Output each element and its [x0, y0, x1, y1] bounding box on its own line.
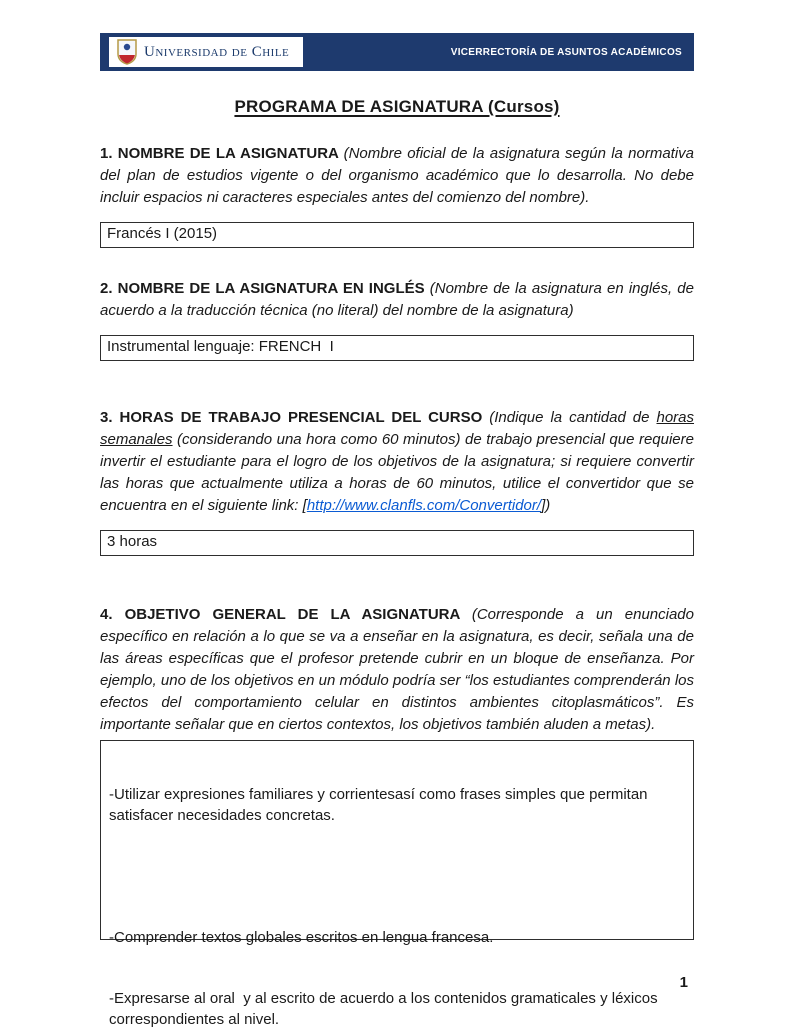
- section-1-answer: Francés I (2015): [107, 225, 218, 242]
- university-crest-icon: [117, 39, 137, 65]
- section-2-answer: Instrumental lenguaje: FRENCH I: [107, 338, 334, 355]
- section-4-answer-box: [100, 740, 694, 1028]
- university-logo: [109, 37, 303, 67]
- title-row: [100, 97, 694, 117]
- section-4-answer-line-1: -Utilizar expresiones familiares y corrientesasí como frases simples que permitan satisfacer necesidades concretas.: [109, 786, 652, 824]
- page-title: PROGRAMA DE ASIGNATURA (Cursos): [234, 97, 560, 116]
- section-3-description-pre: (Indique la cantidad de: [489, 409, 657, 426]
- section-4-heading: [100, 604, 694, 736]
- section-3-label: 3. HORAS DE TRABAJO PRESENCIAL DEL CURSO: [100, 409, 490, 426]
- section-3-underlined-term: horas semanales: [100, 409, 695, 448]
- section-2-description: (Nombre de la asignatura en inglés, de acuerdo a la traducción técnica (no literal) del nombre de la asignatura): [100, 280, 694, 319]
- section-3-heading: [100, 407, 694, 517]
- section-3-description-post: ]): [541, 497, 551, 514]
- section-1: [100, 143, 694, 248]
- section-3-answer-box: [100, 530, 694, 556]
- section-4-answer-line-3: -Expresarse al oral y al escrito de acuerdo a los contenidos gramaticales y léxicos correspondientes al nivel.: [109, 990, 662, 1028]
- converter-link[interactable]: http://www.clanfls.com/Convertidor/: [306, 497, 542, 514]
- section-2-heading: [100, 278, 694, 322]
- section-2: [100, 278, 694, 361]
- section-3-description-mid: (considerando una hora como 60 minutos) de trabajo presencial que requiere invertir el estudiante para el logro de los objetivos de la asignatura; si requiere convertir las horas que actualmente utiliza a horas de 60 minutos, utilice el convertidor que se encuentra en el siguiente link: [: [100, 431, 694, 514]
- section-1-answer-box: [100, 222, 694, 248]
- section-1-heading: [100, 143, 694, 209]
- section-1-description: (Nombre oficial de la asignatura según la normativa del plan de estudios vigente o del organismo académico que lo desarrolla. No debe incluir espacios ni caracteres especiales antes del comienzo del nombre).: [100, 145, 695, 206]
- section-4: [100, 604, 694, 1028]
- section-3-answer: 3 horas: [107, 533, 158, 550]
- answer-blank-line: [109, 866, 685, 887]
- section-4-description: (Corresponde a un enunciado específico en relación a lo que se va a enseñar en la asignatura, es decir, señala una de las áreas específicas que el profesor pretende cubrir en un bloque de enseñanza. Por ejemplo, uno de los objetivos en un módulo podría ser “los estudiantes comprenderán los efectos del comportamiento celular en distintos ambientes citoplasmáticos”. Es importante señalar que en ciertos contextos, los objetivos también aluden a metas).: [100, 606, 694, 733]
- university-name: Universidad de Chile: [144, 43, 290, 60]
- section-2-label: 2. NOMBRE DE LA ASIGNATURA EN INGLÉS: [100, 280, 430, 297]
- page-number: 1: [679, 974, 688, 991]
- section-3: [100, 407, 694, 556]
- section-2-answer-box: [100, 335, 694, 361]
- header-bar: [100, 33, 694, 71]
- header-department-label: VICERRECTORÍA DE ASUNTOS ACADÉMICOS: [450, 46, 682, 58]
- section-1-label: 1. NOMBRE DE LA ASIGNATURA: [100, 145, 344, 162]
- section-4-answer-line-2: -Comprender textos globales escritos en lengua francesa.: [109, 929, 494, 946]
- section-4-label: 4. OBJETIVO GENERAL DE LA ASIGNATURA: [100, 606, 472, 623]
